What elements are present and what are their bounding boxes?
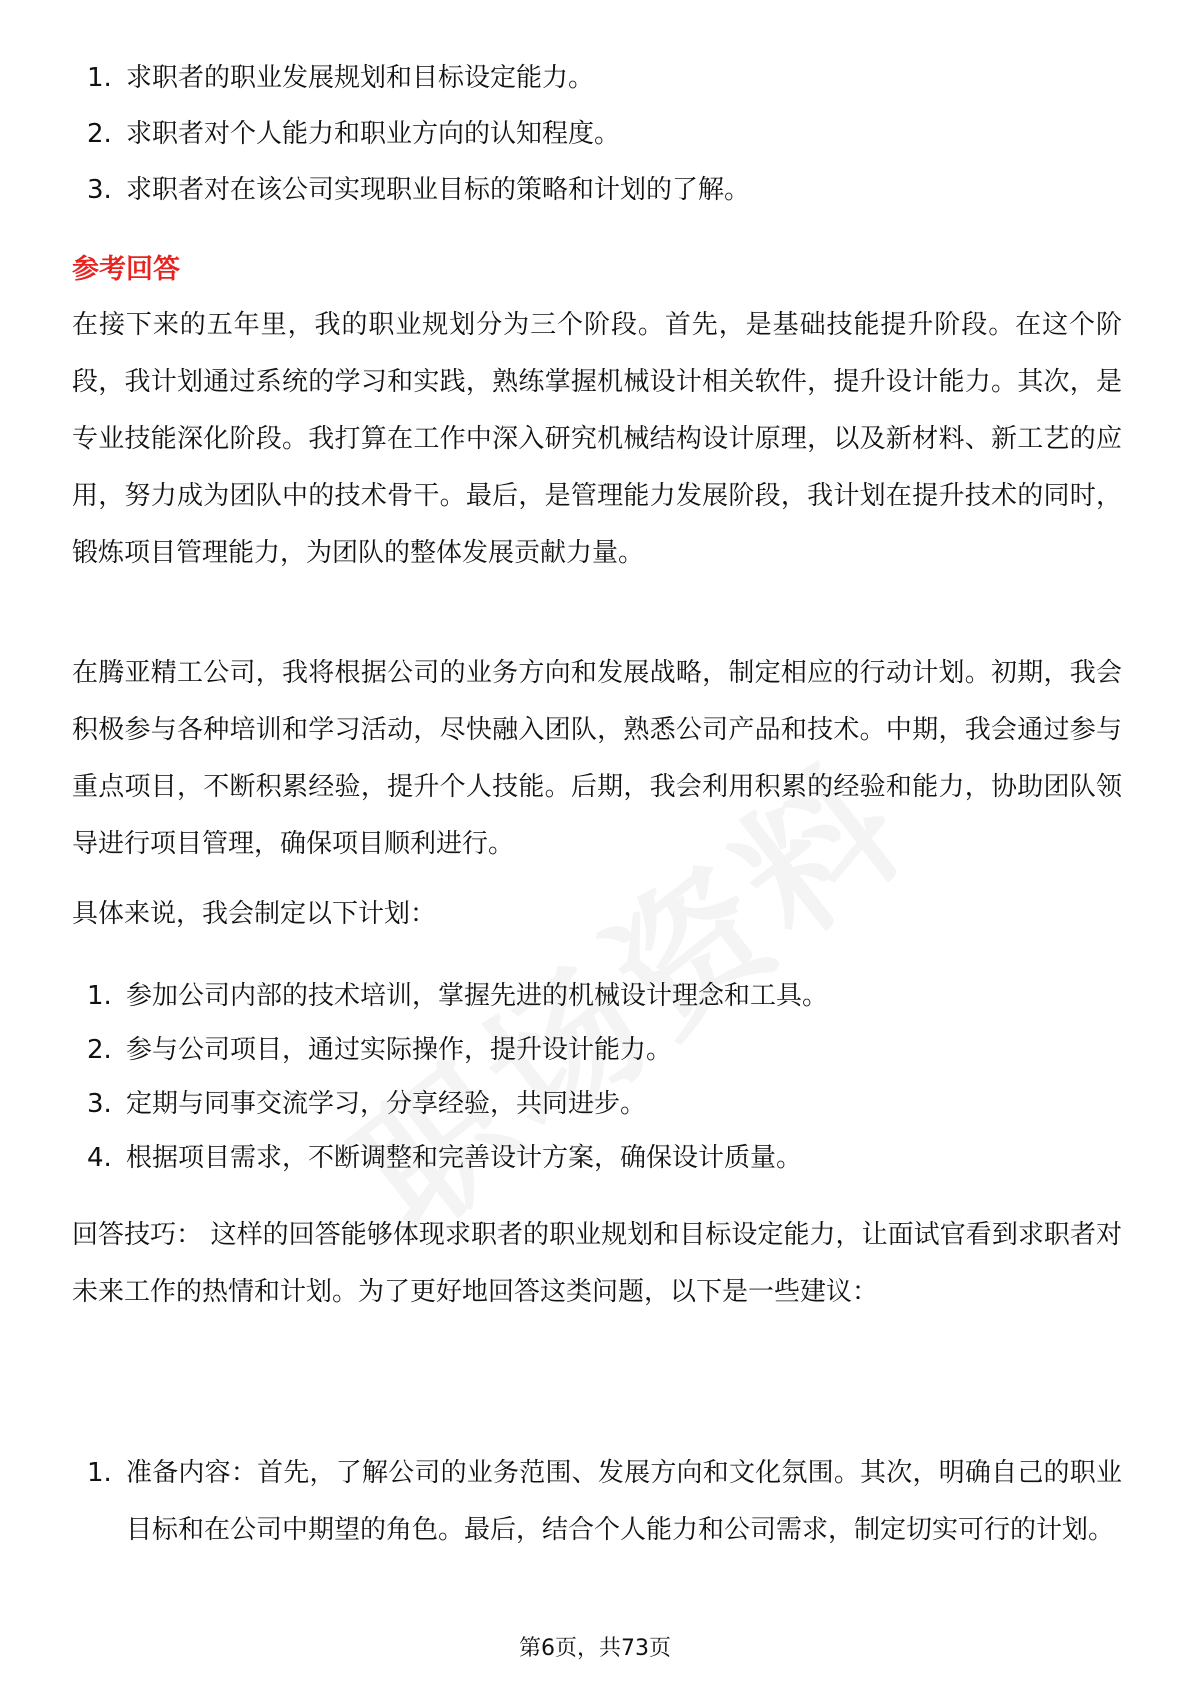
list-text: 求职者对个人能力和职业方向的认知程度。: [126, 119, 621, 149]
page-footer: 第6页，共73页: [519, 1636, 671, 1661]
list-number: 2.: [87, 119, 112, 149]
list-number: 2.: [87, 1035, 112, 1065]
answer-paragraph-1: 在接下来的五年里，我的职业规划分为三个阶段。首先，是基础技能提升阶段。在这个阶段，我计划通过系统的学习和实践，熟练掌握机械设计相关软件，提升设计能力。其次，是专业技能深化阶段。我打算在工作中深入研究机械结构设计原理，以及新材料、新工艺的应用，努力成为团队中的技术骨干。最后，是管理能力发展阶段，我计划在提升技术的同时，锻炼项目管理能力，为团队的整体发展贡献力量。: [72, 310, 1122, 568]
list-text: 求职者的职业发展规划和目标设定能力。: [126, 63, 595, 93]
list-number: 1.: [87, 981, 112, 1011]
reference-answer-heading: 参考回答: [72, 254, 180, 285]
list-text: 参与公司项目，通过实际操作，提升设计能力。: [126, 1035, 673, 1065]
list-text: 求职者对在该公司实现职业目标的策略和计划的了解。: [126, 175, 751, 205]
list-text: 参加公司内部的技术培训，掌握先进的机械设计理念和工具。: [126, 981, 829, 1011]
list-number: 4.: [87, 1143, 112, 1173]
list-text: 定期与同事交流学习，分享经验，共同进步。: [126, 1089, 647, 1119]
answer-paragraph-2: 在腾亚精工公司，我将根据公司的业务方向和发展战略，制定相应的行动计划。初期，我会积极参与各种培训和学习活动，尽快融入团队，熟悉公司产品和技术。中期，我会通过参与重点项目，不断积累经验，提升个人技能。后期，我会利用积累的经验和能力，协助团队领导进行项目管理，确保项目顺利进行。: [72, 658, 1122, 859]
answer-paragraph-3: 具体来说，我会制定以下计划：: [72, 899, 437, 929]
list-number: 3.: [87, 175, 112, 205]
answer-tips-paragraph: 回答技巧： 这样的回答能够体现求职者的职业规划和目标设定能力，让面试官看到求职者对未来工作的热情和计划。为了更好地回答这类问题，以下是一些建议：: [72, 1220, 1122, 1307]
list-number: 3.: [87, 1089, 112, 1119]
list-text: 根据项目需求，不断调整和完善设计方案，确保设计质量。: [126, 1143, 803, 1173]
list-number: 1.: [87, 1458, 112, 1488]
list-number: 1.: [87, 63, 112, 93]
list-text: 准备内容：首先，了解公司的业务范围、发展方向和文化氛围。其次，明确自己的职业目标和在公司中期望的角色。最后，结合个人能力和公司需求，制定切实可行的计划。: [126, 1458, 1122, 1545]
